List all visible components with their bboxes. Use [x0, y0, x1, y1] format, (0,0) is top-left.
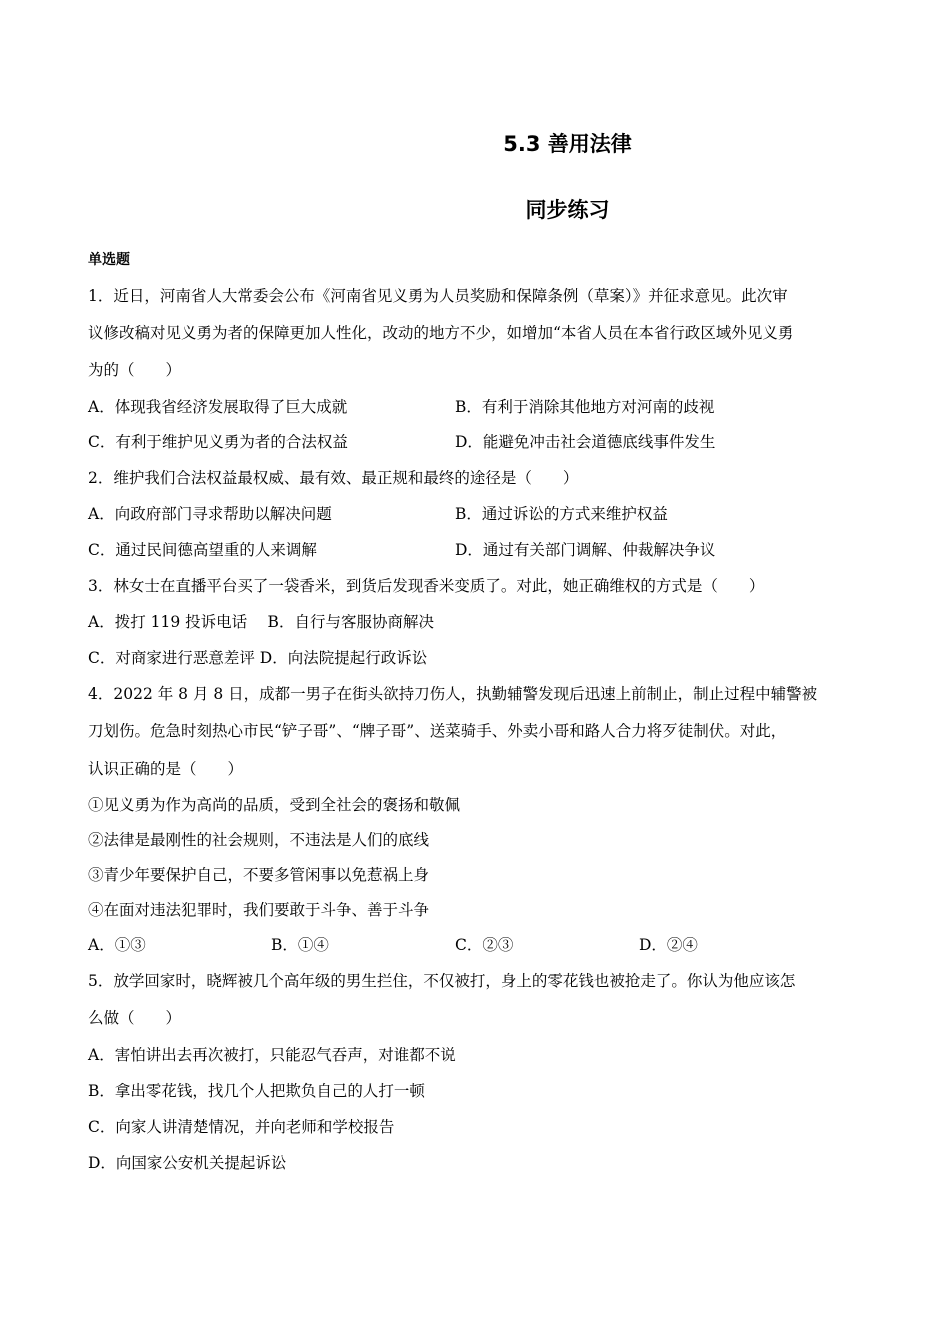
question-4-statement: ①见义勇为作为高尚的品质，受到全社会的褒扬和敬佩 — [88, 796, 461, 814]
question-2-stem: 2．维护我们合法权益最权威、最有效、最正规和最终的途径是（ ） — [88, 469, 579, 487]
question-4-statement: ②法律是最刚性的社会规则，不违法是人们的底线 — [88, 831, 430, 849]
question-1-stem-line: 1．近日，河南省人大常委会公布《河南省见义勇为人员奖励和保障条例（草案）》并征求意见。此次审 — [88, 287, 788, 305]
question-1-option-c[interactable]: C．有利于维护见义勇为者的合法权益 — [88, 433, 348, 451]
question-5-stem-line: 5．放学回家时，晓辉被几个高年级的男生拦住，不仅被打，身上的零花钱也被抢走了。你认为他应该怎 — [88, 972, 796, 990]
question-5-option-b[interactable]: B．拿出零花钱，找几个人把欺负自己的人打一顿 — [88, 1082, 425, 1100]
question-3-options-ab[interactable]: A．拨打 119 投诉电话 B．自行与客服协商解决 — [88, 613, 434, 631]
question-2-option-d[interactable]: D．通过有关部门调解、仲裁解决争议 — [455, 541, 716, 559]
question-3-options-cd[interactable]: C．对商家进行恶意差评 D．向法院提起行政诉讼 — [88, 649, 428, 667]
question-2-option-b[interactable]: B．通过诉讼的方式来维护权益 — [455, 505, 668, 523]
question-4-statement: ④在面对违法犯罪时，我们要敢于斗争、善于斗争 — [88, 901, 430, 919]
question-1-stem-line: 为的（ ） — [88, 361, 182, 379]
section-heading: 单选题 — [88, 252, 130, 268]
question-4-statement: ③青少年要保护自己，不要多管闲事以免惹祸上身 — [88, 866, 430, 884]
question-4-option-a[interactable]: A．①③ — [88, 936, 146, 954]
question-4-option-c[interactable]: C．②③ — [455, 936, 514, 954]
question-4-option-d[interactable]: D．②④ — [639, 936, 698, 954]
question-1-option-d[interactable]: D．能避免冲击社会道德底线事件发生 — [455, 433, 716, 451]
question-5-option-d[interactable]: D．向国家公安机关提起诉讼 — [88, 1154, 287, 1172]
question-4-option-b[interactable]: B．①④ — [271, 936, 329, 954]
question-1-stem-line: 议修改稿对见义勇为者的保障更加人性化，改动的地方不少，如增加“本省人员在本省行政区域外见义勇 — [88, 324, 794, 342]
question-4-stem-line: 刀划伤。危急时刻热心市民“铲子哥”、“牌子哥”、送菜骑手、外卖小哥和路人合力将歹徒制伏。对此， — [88, 722, 787, 740]
question-5-stem-line: 么做（ ） — [88, 1009, 182, 1027]
question-4-stem-line: 4．2022 年 8 月 8 日，成都一男子在街头欲持刀伤人，执勤辅警发现后迅速上前制止，制止过程中辅警被 — [88, 685, 818, 703]
page-subtitle: 同步练习 — [525, 198, 610, 222]
question-5-option-c[interactable]: C．向家人讲清楚情况，并向老师和学校报告 — [88, 1118, 395, 1136]
question-2-option-c[interactable]: C．通过民间德高望重的人来调解 — [88, 541, 317, 559]
question-5-option-a[interactable]: A．害怕讲出去再次被打，只能忍气吞声，对谁都不说 — [88, 1046, 456, 1064]
question-3-stem: 3．林女士在直播平台买了一袋香米，到货后发现香米变质了。对此，她正确维权的方式是（ ） — [88, 577, 765, 595]
page-title: 5.3 善用法律 — [503, 132, 632, 156]
question-2-option-a[interactable]: A．向政府部门寻求帮助以解决问题 — [88, 505, 332, 523]
question-4-stem-line: 认识正确的是（ ） — [88, 760, 244, 778]
question-1-option-b[interactable]: B．有利于消除其他地方对河南的歧视 — [455, 398, 715, 416]
question-1-option-a[interactable]: A．体现我省经济发展取得了巨大成就 — [88, 398, 348, 416]
